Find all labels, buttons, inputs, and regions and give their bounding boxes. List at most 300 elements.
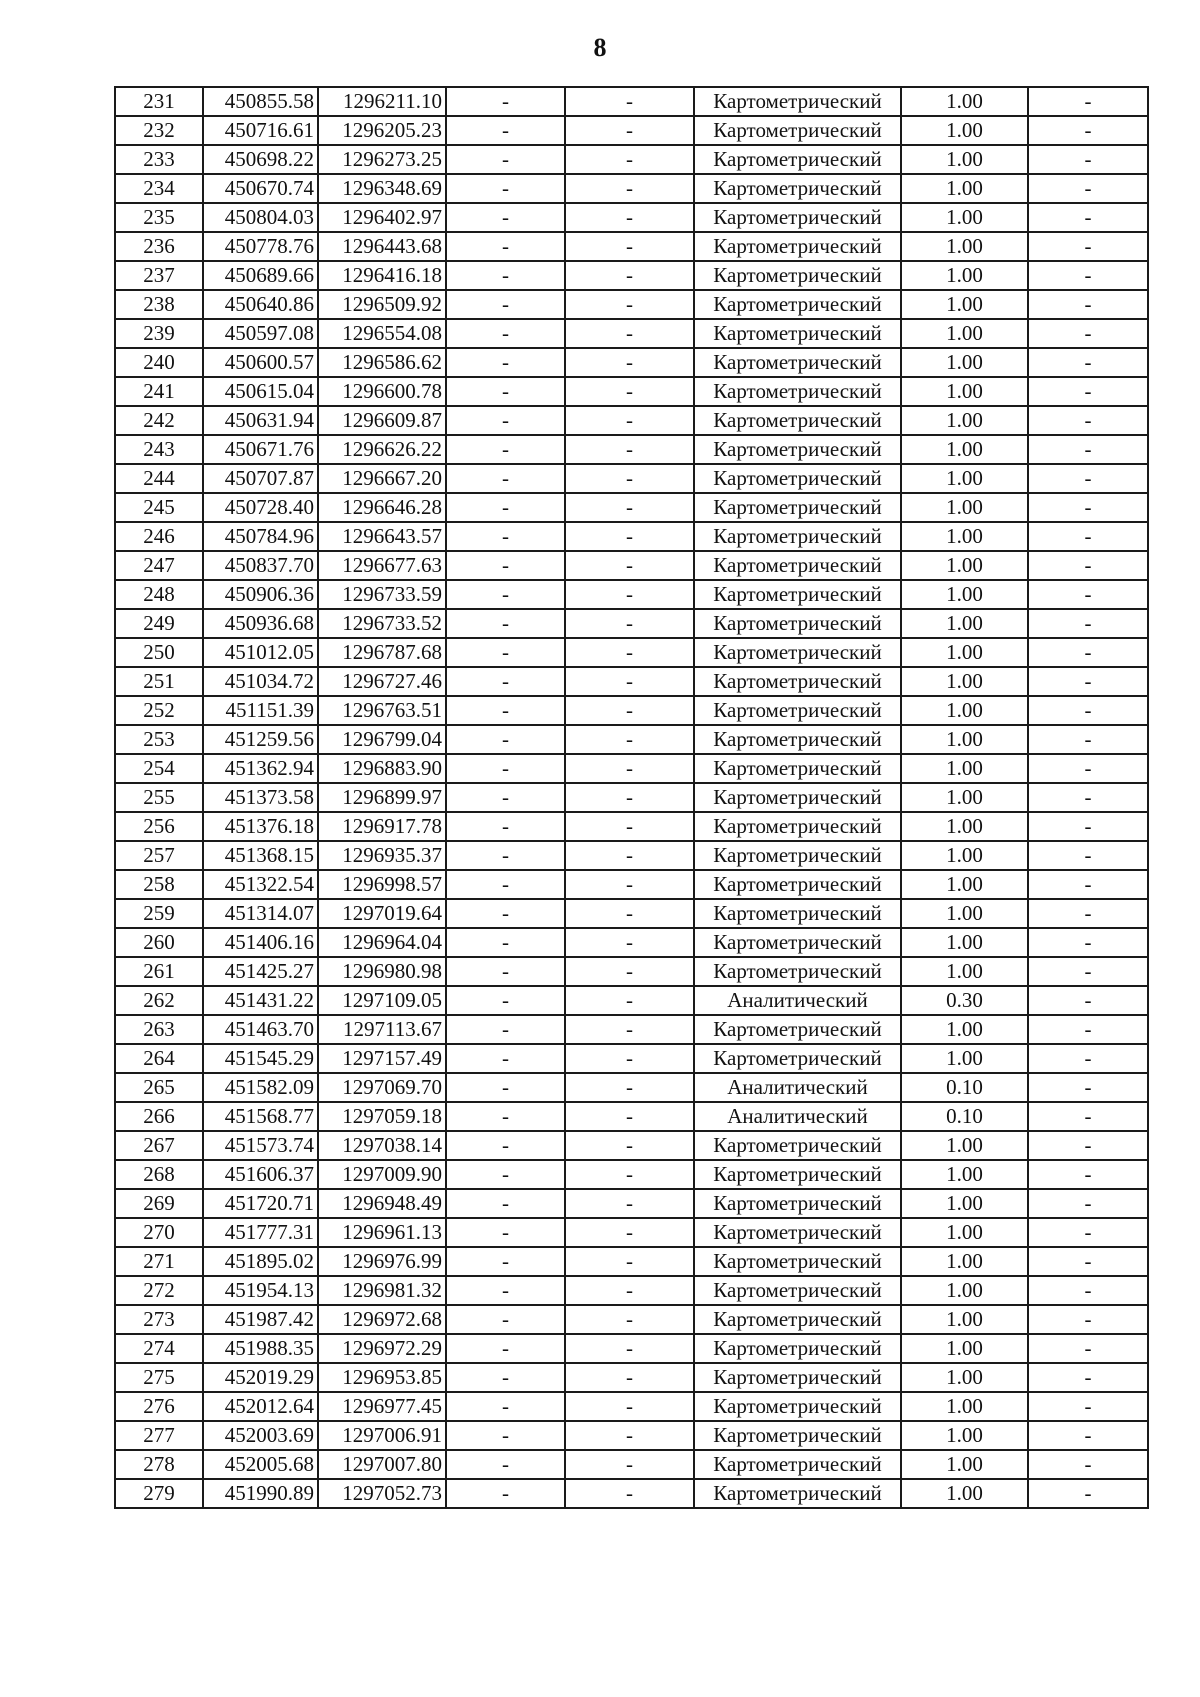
col-5-cell: -: [565, 145, 694, 174]
table-row: [115, 551, 1148, 580]
point-number-cell: 251: [115, 667, 203, 696]
table-row: [115, 87, 1148, 116]
col-5-cell: -: [565, 928, 694, 957]
col-5-cell: -: [565, 1392, 694, 1421]
coordinate-x-cell: 451376.18: [203, 812, 318, 841]
table-row: [115, 1421, 1148, 1450]
col-5-cell: -: [565, 290, 694, 319]
accuracy-cell: 1.00: [901, 174, 1028, 203]
col-4-cell: -: [446, 319, 565, 348]
col-5-cell: -: [565, 522, 694, 551]
accuracy-cell: 1.00: [901, 1450, 1028, 1479]
col-5-cell: -: [565, 1218, 694, 1247]
col-4-cell: -: [446, 1421, 565, 1450]
col-5-cell: -: [565, 377, 694, 406]
coordinate-y-cell: 1296972.68: [318, 1305, 446, 1334]
table-row: [115, 1102, 1148, 1131]
col-5-cell: -: [565, 1160, 694, 1189]
col-4-cell: -: [446, 464, 565, 493]
coordinate-x-cell: 450707.87: [203, 464, 318, 493]
col-5-cell: -: [565, 1131, 694, 1160]
table-row: [115, 203, 1148, 232]
coordinate-x-cell: 450671.76: [203, 435, 318, 464]
table-row: [115, 261, 1148, 290]
col-5-cell: -: [565, 406, 694, 435]
point-number-cell: 257: [115, 841, 203, 870]
table-row: [115, 696, 1148, 725]
coordinate-x-cell: 451362.94: [203, 754, 318, 783]
col-8-cell: -: [1028, 1131, 1148, 1160]
table-row: [115, 522, 1148, 551]
coordinate-y-cell: 1296948.49: [318, 1189, 446, 1218]
col-8-cell: -: [1028, 464, 1148, 493]
method-cell: Картометрический: [694, 1305, 901, 1334]
col-4-cell: -: [446, 928, 565, 957]
coordinate-y-cell: 1296935.37: [318, 841, 446, 870]
accuracy-cell: 1.00: [901, 435, 1028, 464]
table-row: [115, 957, 1148, 986]
col-4-cell: -: [446, 1363, 565, 1392]
col-5-cell: -: [565, 174, 694, 203]
col-5-cell: -: [565, 841, 694, 870]
col-4-cell: -: [446, 1247, 565, 1276]
coordinate-x-cell: 451720.71: [203, 1189, 318, 1218]
col-4-cell: -: [446, 1044, 565, 1073]
point-number-cell: 243: [115, 435, 203, 464]
col-8-cell: -: [1028, 638, 1148, 667]
coordinate-y-cell: 1296416.18: [318, 261, 446, 290]
coordinate-x-cell: 450615.04: [203, 377, 318, 406]
col-5-cell: -: [565, 435, 694, 464]
coordinate-y-cell: 1296727.46: [318, 667, 446, 696]
col-8-cell: -: [1028, 493, 1148, 522]
col-4-cell: -: [446, 870, 565, 899]
method-cell: Аналитический: [694, 986, 901, 1015]
col-4-cell: -: [446, 493, 565, 522]
coordinate-x-cell: 451034.72: [203, 667, 318, 696]
point-number-cell: 273: [115, 1305, 203, 1334]
coordinate-y-cell: 1296643.57: [318, 522, 446, 551]
col-5-cell: -: [565, 725, 694, 754]
coordinate-y-cell: 1296509.92: [318, 290, 446, 319]
accuracy-cell: 1.00: [901, 1247, 1028, 1276]
col-4-cell: -: [446, 1131, 565, 1160]
method-cell: Картометрический: [694, 232, 901, 261]
coordinate-y-cell: 1296677.63: [318, 551, 446, 580]
col-4-cell: -: [446, 841, 565, 870]
coordinate-y-cell: 1296998.57: [318, 870, 446, 899]
col-4-cell: -: [446, 87, 565, 116]
col-8-cell: -: [1028, 203, 1148, 232]
coordinate-y-cell: 1296211.10: [318, 87, 446, 116]
table-row: [115, 1334, 1148, 1363]
accuracy-cell: 1.00: [901, 377, 1028, 406]
col-8-cell: -: [1028, 1334, 1148, 1363]
coordinate-x-cell: 451582.09: [203, 1073, 318, 1102]
method-cell: Картометрический: [694, 696, 901, 725]
coordinate-y-cell: 1296787.68: [318, 638, 446, 667]
accuracy-cell: 1.00: [901, 1305, 1028, 1334]
col-8-cell: -: [1028, 1392, 1148, 1421]
coordinate-y-cell: 1296733.59: [318, 580, 446, 609]
method-cell: Картометрический: [694, 957, 901, 986]
point-number-cell: 235: [115, 203, 203, 232]
method-cell: Картометрический: [694, 116, 901, 145]
coordinate-x-cell: 450597.08: [203, 319, 318, 348]
col-4-cell: -: [446, 1015, 565, 1044]
col-4-cell: -: [446, 638, 565, 667]
accuracy-cell: 1.00: [901, 116, 1028, 145]
col-8-cell: -: [1028, 1247, 1148, 1276]
table-row: [115, 609, 1148, 638]
accuracy-cell: 0.10: [901, 1073, 1028, 1102]
col-4-cell: -: [446, 667, 565, 696]
method-cell: Картометрический: [694, 754, 901, 783]
accuracy-cell: 1.00: [901, 1160, 1028, 1189]
col-8-cell: -: [1028, 116, 1148, 145]
coordinate-y-cell: 1296554.08: [318, 319, 446, 348]
table-row: [115, 580, 1148, 609]
col-8-cell: -: [1028, 377, 1148, 406]
col-5-cell: -: [565, 551, 694, 580]
col-8-cell: -: [1028, 290, 1148, 319]
method-cell: Картометрический: [694, 1392, 901, 1421]
col-4-cell: -: [446, 754, 565, 783]
col-4-cell: -: [446, 261, 565, 290]
coordinate-x-cell: 451988.35: [203, 1334, 318, 1363]
col-8-cell: -: [1028, 348, 1148, 377]
col-4-cell: -: [446, 1189, 565, 1218]
coordinate-y-cell: 1296961.13: [318, 1218, 446, 1247]
coordinate-y-cell: 1296763.51: [318, 696, 446, 725]
table-row: [115, 319, 1148, 348]
accuracy-cell: 1.00: [901, 1131, 1028, 1160]
col-8-cell: -: [1028, 1015, 1148, 1044]
method-cell: Картометрический: [694, 203, 901, 232]
method-cell: Картометрический: [694, 377, 901, 406]
accuracy-cell: 1.00: [901, 464, 1028, 493]
col-4-cell: -: [446, 116, 565, 145]
method-cell: Картометрический: [694, 1044, 901, 1073]
point-number-cell: 261: [115, 957, 203, 986]
method-cell: Картометрический: [694, 667, 901, 696]
table-row: [115, 145, 1148, 174]
col-4-cell: -: [446, 1450, 565, 1479]
col-8-cell: -: [1028, 667, 1148, 696]
col-8-cell: -: [1028, 580, 1148, 609]
accuracy-cell: 1.00: [901, 1421, 1028, 1450]
col-5-cell: -: [565, 986, 694, 1015]
coordinate-x-cell: 450698.22: [203, 145, 318, 174]
point-number-cell: 265: [115, 1073, 203, 1102]
col-5-cell: -: [565, 899, 694, 928]
col-5-cell: -: [565, 609, 694, 638]
coordinate-y-cell: 1296917.78: [318, 812, 446, 841]
col-8-cell: -: [1028, 551, 1148, 580]
method-cell: Картометрический: [694, 841, 901, 870]
accuracy-cell: 1.00: [901, 609, 1028, 638]
coordinate-x-cell: 451987.42: [203, 1305, 318, 1334]
coordinate-x-cell: 451368.15: [203, 841, 318, 870]
col-8-cell: -: [1028, 1276, 1148, 1305]
table-row: [115, 638, 1148, 667]
method-cell: Картометрический: [694, 1276, 901, 1305]
col-8-cell: -: [1028, 522, 1148, 551]
method-cell: Картометрический: [694, 1160, 901, 1189]
table-row: [115, 812, 1148, 841]
accuracy-cell: 1.00: [901, 870, 1028, 899]
coordinate-x-cell: 451463.70: [203, 1015, 318, 1044]
accuracy-cell: 1.00: [901, 1044, 1028, 1073]
point-number-cell: 250: [115, 638, 203, 667]
accuracy-cell: 1.00: [901, 899, 1028, 928]
table-body: [115, 87, 1148, 1508]
accuracy-cell: 0.10: [901, 1102, 1028, 1131]
col-5-cell: -: [565, 232, 694, 261]
method-cell: Картометрический: [694, 725, 901, 754]
col-8-cell: -: [1028, 232, 1148, 261]
point-number-cell: 244: [115, 464, 203, 493]
point-number-cell: 241: [115, 377, 203, 406]
method-cell: Картометрический: [694, 174, 901, 203]
col-8-cell: -: [1028, 1218, 1148, 1247]
coordinate-y-cell: 1296972.29: [318, 1334, 446, 1363]
coordinate-y-cell: 1296976.99: [318, 1247, 446, 1276]
coordinate-y-cell: 1296443.68: [318, 232, 446, 261]
coordinate-x-cell: 452012.64: [203, 1392, 318, 1421]
point-number-cell: 264: [115, 1044, 203, 1073]
method-cell: Картометрический: [694, 319, 901, 348]
col-8-cell: -: [1028, 783, 1148, 812]
col-8-cell: -: [1028, 1073, 1148, 1102]
col-5-cell: -: [565, 1189, 694, 1218]
coordinate-y-cell: 1297157.49: [318, 1044, 446, 1073]
accuracy-cell: 1.00: [901, 406, 1028, 435]
col-4-cell: -: [446, 957, 565, 986]
coordinate-y-cell: 1297007.80: [318, 1450, 446, 1479]
coordinate-y-cell: 1297069.70: [318, 1073, 446, 1102]
accuracy-cell: 1.00: [901, 841, 1028, 870]
col-5-cell: -: [565, 1450, 694, 1479]
coordinate-y-cell: 1297059.18: [318, 1102, 446, 1131]
coordinate-x-cell: 450855.58: [203, 87, 318, 116]
col-5-cell: -: [565, 957, 694, 986]
coordinate-y-cell: 1297113.67: [318, 1015, 446, 1044]
coordinate-x-cell: 452003.69: [203, 1421, 318, 1450]
col-4-cell: -: [446, 522, 565, 551]
method-cell: Картометрический: [694, 1450, 901, 1479]
coordinate-y-cell: 1296883.90: [318, 754, 446, 783]
col-4-cell: -: [446, 290, 565, 319]
col-8-cell: -: [1028, 870, 1148, 899]
col-5-cell: -: [565, 1363, 694, 1392]
table-row: [115, 1450, 1148, 1479]
coordinate-x-cell: 450784.96: [203, 522, 318, 551]
col-4-cell: -: [446, 725, 565, 754]
col-8-cell: -: [1028, 812, 1148, 841]
coordinate-y-cell: 1296899.97: [318, 783, 446, 812]
col-8-cell: -: [1028, 145, 1148, 174]
col-5-cell: -: [565, 1247, 694, 1276]
method-cell: Картометрический: [694, 551, 901, 580]
method-cell: Аналитический: [694, 1102, 901, 1131]
method-cell: Картометрический: [694, 145, 901, 174]
accuracy-cell: 1.00: [901, 87, 1028, 116]
table-row: [115, 899, 1148, 928]
col-4-cell: -: [446, 232, 565, 261]
coordinate-x-cell: 450804.03: [203, 203, 318, 232]
method-cell: Картометрический: [694, 522, 901, 551]
point-number-cell: 233: [115, 145, 203, 174]
method-cell: Картометрический: [694, 580, 901, 609]
col-8-cell: -: [1028, 435, 1148, 464]
point-number-cell: 276: [115, 1392, 203, 1421]
point-number-cell: 238: [115, 290, 203, 319]
col-4-cell: -: [446, 203, 565, 232]
accuracy-cell: 1.00: [901, 232, 1028, 261]
col-8-cell: -: [1028, 174, 1148, 203]
table-row: [115, 232, 1148, 261]
coordinate-x-cell: 451373.58: [203, 783, 318, 812]
accuracy-cell: 1.00: [901, 696, 1028, 725]
accuracy-cell: 1.00: [901, 812, 1028, 841]
table-row: [115, 754, 1148, 783]
coordinate-x-cell: 452019.29: [203, 1363, 318, 1392]
accuracy-cell: 1.00: [901, 667, 1028, 696]
point-number-cell: 234: [115, 174, 203, 203]
point-number-cell: 240: [115, 348, 203, 377]
col-4-cell: -: [446, 1073, 565, 1102]
coordinate-y-cell: 1296273.25: [318, 145, 446, 174]
col-4-cell: -: [446, 1276, 565, 1305]
point-number-cell: 260: [115, 928, 203, 957]
method-cell: Аналитический: [694, 1073, 901, 1102]
method-cell: Картометрический: [694, 435, 901, 464]
accuracy-cell: 1.00: [901, 580, 1028, 609]
coordinate-x-cell: 450689.66: [203, 261, 318, 290]
coordinate-y-cell: 1296646.28: [318, 493, 446, 522]
coordinate-x-cell: 451568.77: [203, 1102, 318, 1131]
col-5-cell: -: [565, 1276, 694, 1305]
method-cell: Картометрический: [694, 1479, 901, 1508]
col-5-cell: -: [565, 1102, 694, 1131]
accuracy-cell: 1.00: [901, 261, 1028, 290]
col-4-cell: -: [446, 145, 565, 174]
accuracy-cell: 1.00: [901, 928, 1028, 957]
point-number-cell: 279: [115, 1479, 203, 1508]
method-cell: Картометрический: [694, 1334, 901, 1363]
method-cell: Картометрический: [694, 609, 901, 638]
point-number-cell: 277: [115, 1421, 203, 1450]
col-5-cell: -: [565, 261, 694, 290]
col-8-cell: -: [1028, 1102, 1148, 1131]
method-cell: Картометрический: [694, 87, 901, 116]
col-4-cell: -: [446, 1479, 565, 1508]
point-number-cell: 270: [115, 1218, 203, 1247]
accuracy-cell: 1.00: [901, 493, 1028, 522]
point-number-cell: 256: [115, 812, 203, 841]
coordinate-y-cell: 1297109.05: [318, 986, 446, 1015]
point-number-cell: 275: [115, 1363, 203, 1392]
table-row: [115, 1131, 1148, 1160]
point-number-cell: 247: [115, 551, 203, 580]
table-row: [115, 1276, 1148, 1305]
col-8-cell: -: [1028, 319, 1148, 348]
table-row: [115, 174, 1148, 203]
point-number-cell: 255: [115, 783, 203, 812]
page-number: 8: [593, 33, 607, 62]
point-number-cell: 232: [115, 116, 203, 145]
col-5-cell: -: [565, 1073, 694, 1102]
coordinate-y-cell: 1296953.85: [318, 1363, 446, 1392]
accuracy-cell: 1.00: [901, 1479, 1028, 1508]
coordinate-y-cell: 1297038.14: [318, 1131, 446, 1160]
col-8-cell: -: [1028, 609, 1148, 638]
coordinate-y-cell: 1296586.62: [318, 348, 446, 377]
accuracy-cell: 1.00: [901, 783, 1028, 812]
coordinate-y-cell: 1297019.64: [318, 899, 446, 928]
table-row: [115, 464, 1148, 493]
table-row: [115, 1189, 1148, 1218]
coordinate-y-cell: 1296980.98: [318, 957, 446, 986]
point-number-cell: 274: [115, 1334, 203, 1363]
col-8-cell: -: [1028, 725, 1148, 754]
coordinate-y-cell: 1296609.87: [318, 406, 446, 435]
coordinate-x-cell: 450670.74: [203, 174, 318, 203]
col-4-cell: -: [446, 377, 565, 406]
col-8-cell: -: [1028, 261, 1148, 290]
col-8-cell: -: [1028, 1305, 1148, 1334]
col-5-cell: -: [565, 638, 694, 667]
table-row: [115, 406, 1148, 435]
col-4-cell: -: [446, 435, 565, 464]
col-5-cell: -: [565, 203, 694, 232]
col-4-cell: -: [446, 1334, 565, 1363]
col-5-cell: -: [565, 696, 694, 725]
accuracy-cell: 1.00: [901, 1392, 1028, 1421]
point-number-cell: 236: [115, 232, 203, 261]
col-5-cell: -: [565, 812, 694, 841]
accuracy-cell: 1.00: [901, 319, 1028, 348]
table-row: [115, 1015, 1148, 1044]
col-8-cell: -: [1028, 1421, 1148, 1450]
col-8-cell: -: [1028, 1189, 1148, 1218]
col-8-cell: -: [1028, 957, 1148, 986]
accuracy-cell: 1.00: [901, 1363, 1028, 1392]
col-4-cell: -: [446, 1392, 565, 1421]
accuracy-cell: 1.00: [901, 551, 1028, 580]
coordinate-x-cell: 451954.13: [203, 1276, 318, 1305]
coordinate-y-cell: 1296733.52: [318, 609, 446, 638]
coordinate-x-cell: 451314.07: [203, 899, 318, 928]
col-4-cell: -: [446, 783, 565, 812]
method-cell: Картометрический: [694, 464, 901, 493]
accuracy-cell: 1.00: [901, 348, 1028, 377]
accuracy-cell: 1.00: [901, 754, 1028, 783]
col-4-cell: -: [446, 551, 565, 580]
table-row: [115, 1363, 1148, 1392]
col-8-cell: -: [1028, 1044, 1148, 1073]
col-8-cell: -: [1028, 928, 1148, 957]
coordinate-x-cell: 451259.56: [203, 725, 318, 754]
coordinate-x-cell: 451777.31: [203, 1218, 318, 1247]
point-number-cell: 249: [115, 609, 203, 638]
coordinate-y-cell: 1296981.32: [318, 1276, 446, 1305]
col-5-cell: -: [565, 783, 694, 812]
col-8-cell: -: [1028, 754, 1148, 783]
point-number-cell: 263: [115, 1015, 203, 1044]
coordinate-y-cell: 1296799.04: [318, 725, 446, 754]
